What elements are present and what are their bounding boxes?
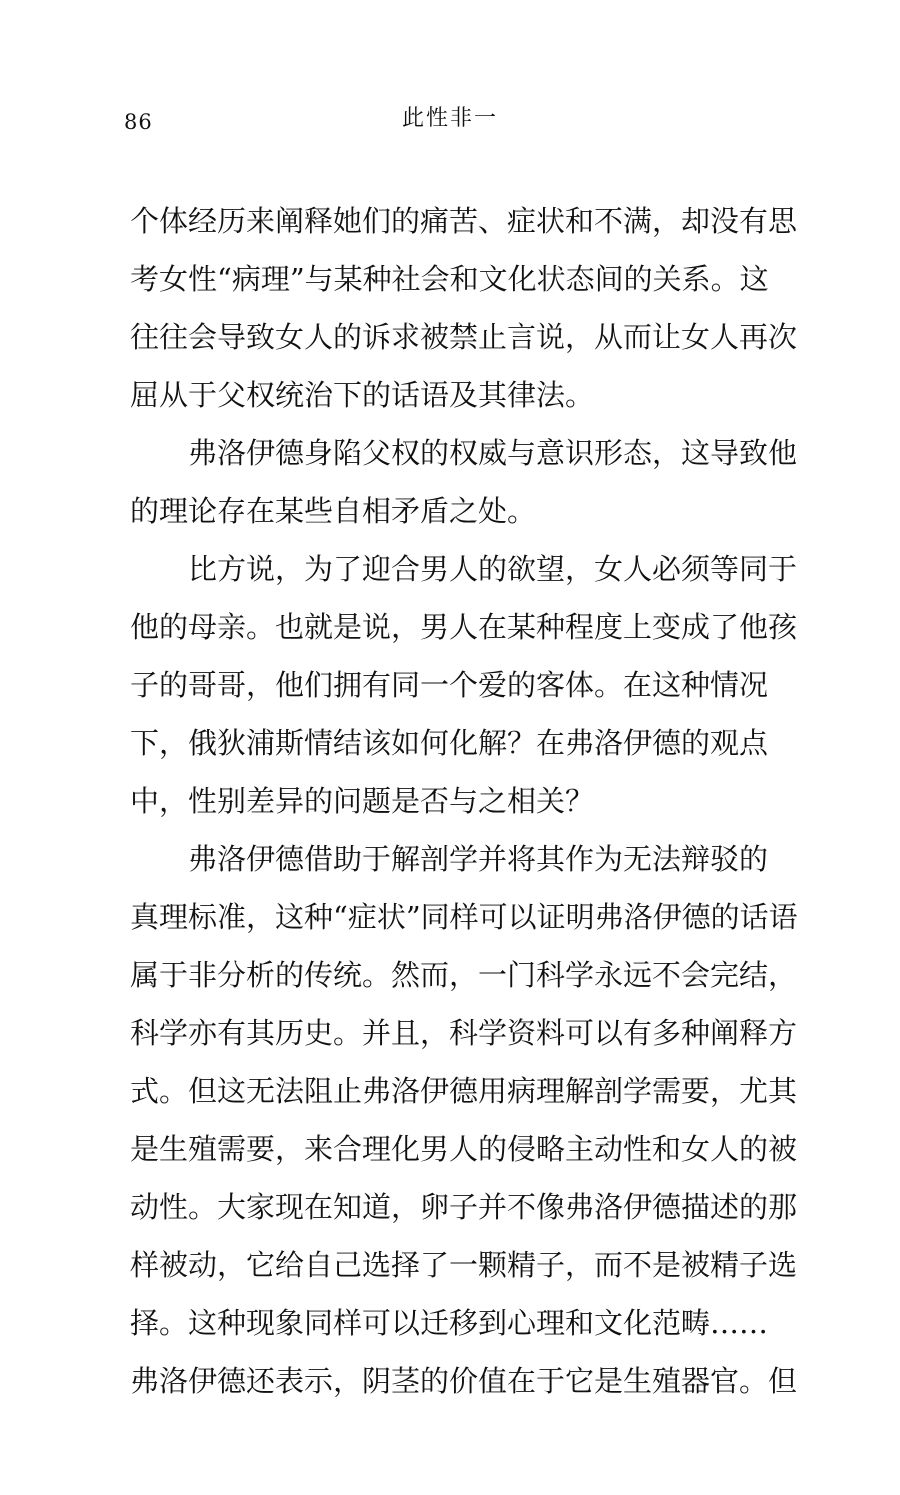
text-line: 屈从于父权统治下的话语及其律法。 <box>130 378 595 412</box>
text-line: 是生殖需要，来合理化男人的侵略主动性和女人的被 <box>130 1132 798 1166</box>
text-line: 式。但这无法阻止弗洛伊德用病理解剖学需要，尤其 <box>130 1074 798 1108</box>
text-line: 中，性别差异的问题是否与之相关？ <box>130 784 595 818</box>
text-line: 子的哥哥，他们拥有同一个爱的客体。在这种情况 <box>130 668 769 702</box>
text-line: 择。这种现象同样可以迁移到心理和文化范畴…… <box>130 1306 769 1340</box>
text-line: 科学亦有其历史。并且，科学资料可以有多种阐释方 <box>130 1016 798 1050</box>
paragraph-start-line: 弗洛伊德借助于解剖学并将其作为无法辩驳的 <box>188 842 769 876</box>
text-line: 的理论存在某些自相矛盾之处。 <box>130 494 537 528</box>
text-line: 弗洛伊德还表示，阴茎的价值在于它是生殖器官。但 <box>130 1364 798 1398</box>
text-line: 往往会导致女人的诉求被禁止言说，从而让女人再次 <box>130 320 798 354</box>
paragraph-start-line: 比方说，为了迎合男人的欲望，女人必须等同于 <box>188 552 798 586</box>
running-title: 此性非一 <box>401 106 498 131</box>
text-line: 他的母亲。也就是说，男人在某种程度上变成了他孩 <box>130 610 798 644</box>
paragraph-start-line: 弗洛伊德身陷父权的权威与意识形态，这导致他 <box>188 436 798 470</box>
text-line: 动性。大家现在知道，卵子并不像弗洛伊德描述的那 <box>130 1190 798 1224</box>
text-line: 个体经历来阐释她们的痛苦、症状和不满，却没有思 <box>130 204 798 238</box>
text-line: 下，俄狄浦斯情结该如何化解？在弗洛伊德的观点 <box>130 726 769 760</box>
text-line: 真理标准，这种“症状”同样可以证明弗洛伊德的话语 <box>130 900 798 934</box>
body-text <box>130 198 798 1416</box>
text-line: 属于非分析的传统。然而，一门科学永远不会完结， <box>130 958 798 992</box>
page-number: 86 <box>124 110 153 134</box>
text-line: 样被动，它给自己选择了一颗精子，而不是被精子选 <box>130 1248 798 1282</box>
text-line: 考女性“病理”与某种社会和文化状态间的关系。这 <box>130 262 769 296</box>
